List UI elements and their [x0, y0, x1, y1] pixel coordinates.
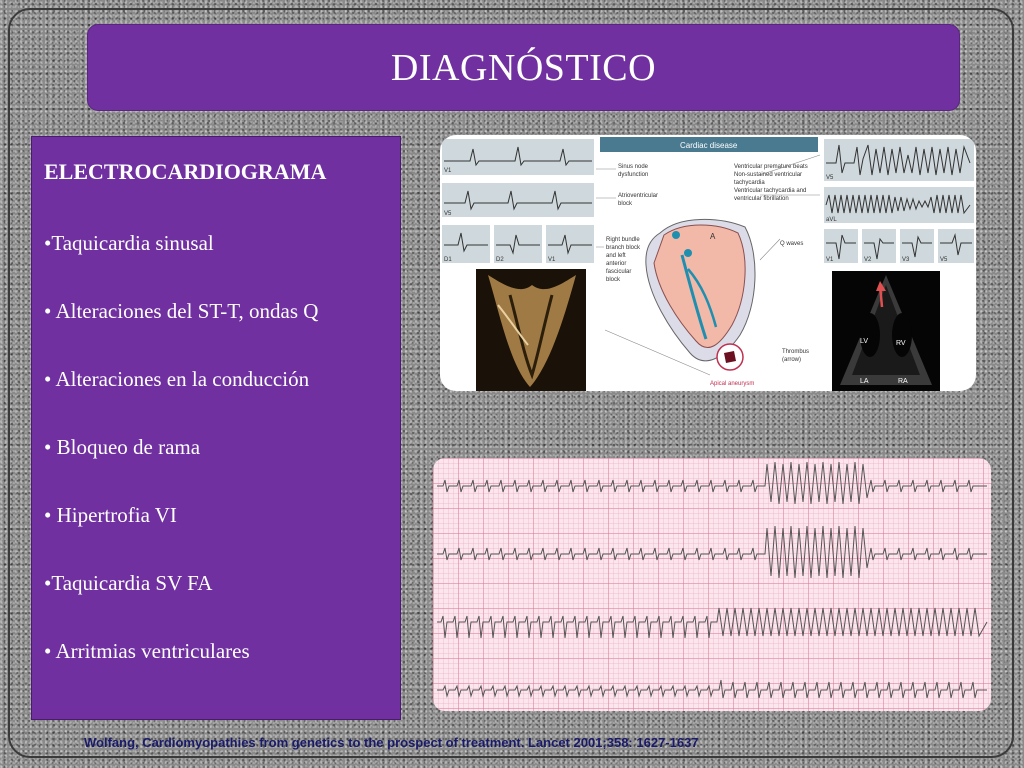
- heart-label: A: [710, 232, 716, 241]
- lead-label: V1: [548, 257, 556, 263]
- echo-label: RV: [896, 340, 906, 347]
- figure-label: Right bundle: [606, 237, 640, 243]
- figure-label: and left: [606, 253, 626, 259]
- ecg-trace-row-2: [437, 526, 987, 578]
- bullet-item: •Taquicardia sinusal: [44, 231, 214, 255]
- ecg-strip-v5-right: [824, 139, 974, 181]
- title-banner: [88, 25, 959, 110]
- figure-label: branch block: [606, 245, 641, 251]
- figure-label: Sinus node: [618, 164, 649, 170]
- bullet-item: • Alteraciones en la conducción: [44, 367, 310, 391]
- lead-label: V2: [864, 257, 872, 263]
- figure-label: block: [618, 201, 633, 207]
- figure-label: Thrombus: [782, 349, 810, 355]
- figure-label: fascicular: [606, 269, 632, 275]
- lead-label: V3: [902, 257, 910, 263]
- figure-label: Q waves: [780, 241, 804, 247]
- lead-label: V5: [940, 257, 948, 263]
- echo-label: RA: [898, 378, 908, 385]
- ecg-strip-v1: [442, 139, 594, 175]
- figure-header: Cardiac disease: [680, 141, 738, 150]
- figure-label: ventricular fibrillation: [734, 196, 789, 202]
- ecg-rhythm-strip-image: [433, 458, 991, 711]
- figure-label: Non-sustained ventricular: [734, 172, 803, 178]
- ecg-trace-row-3: [437, 608, 987, 638]
- figure-label: block: [606, 277, 621, 283]
- lead-label: D1: [444, 257, 452, 263]
- bullet-item: • Bloqueo de rama: [44, 435, 201, 459]
- bullet-item: • Hipertrofia VI: [44, 503, 177, 527]
- lead-label: D2: [496, 257, 504, 263]
- heart-specimen-image: [476, 269, 586, 391]
- cardiac-disease-figure: [440, 135, 976, 391]
- figure-label: Ventricular tachycardia and: [734, 188, 807, 194]
- bullet-item: •Taquicardia SV FA: [44, 571, 213, 595]
- panel-heading: ELECTROCARDIOGRAMA: [44, 159, 327, 184]
- echocardiogram-image: [832, 271, 940, 391]
- bullet-item: • Alteraciones del ST-T, ondas Q: [44, 299, 319, 323]
- echo-label: LV: [860, 338, 869, 345]
- cardiac-disease-header: [600, 137, 818, 152]
- ecg-strip-v5: [442, 183, 594, 217]
- lead-label: V5: [444, 211, 452, 217]
- bullet-panel: [31, 136, 401, 720]
- bullet-item: • Arritmias ventriculares: [44, 639, 250, 663]
- lead-label: V1: [444, 168, 452, 174]
- figure-label: anterior: [606, 261, 627, 267]
- lead-label: aVL: [826, 217, 837, 223]
- figure-label: Atrioventricular: [618, 193, 659, 199]
- ecg-strip-conduction: [442, 225, 594, 263]
- lead-label: V1: [826, 257, 834, 263]
- ecg-trace-row-4: [437, 680, 987, 698]
- ecg-trace-row-1: [437, 462, 987, 504]
- ecg-strip-avl-right: [824, 187, 974, 223]
- lead-label: V5: [826, 175, 834, 181]
- citation-text: Wolfang, Cardiomyopathies from genetics to the prospect of treatment. Lancet 2001;358: 1627-1637: [84, 735, 699, 750]
- echo-label: LA: [860, 378, 869, 385]
- figure-label: Apical aneurysm: [710, 381, 755, 387]
- ecg-strip-q-waves: [824, 229, 974, 263]
- figure-label: Ventricular premature beats: [734, 164, 808, 170]
- figure-label: (arrow): [782, 357, 801, 363]
- slide-title: DIAGNÓSTICO: [390, 46, 657, 89]
- figure-label: tachycardia: [734, 180, 765, 186]
- figure-label: dysfunction: [618, 172, 649, 178]
